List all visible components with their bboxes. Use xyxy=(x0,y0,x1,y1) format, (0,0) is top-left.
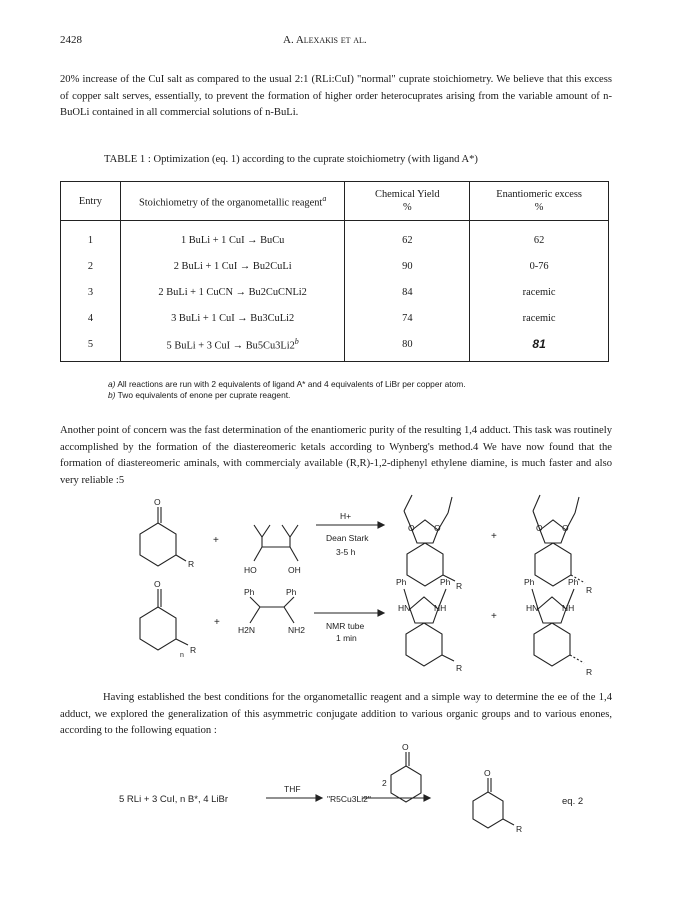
r-group-ketal-1: R xyxy=(456,581,463,591)
plus-4: + xyxy=(491,611,497,622)
r-group-1: R xyxy=(188,559,195,569)
cell-reagent: 2 BuLi + 1 CuCN → Bu2CuCNLi2 xyxy=(120,279,345,305)
cell-entry: 1 xyxy=(61,221,121,254)
cell-ee: racemic xyxy=(470,279,609,305)
r-group-aminal-2: R xyxy=(586,667,593,677)
cell-yield: 84 xyxy=(345,279,470,305)
table-row xyxy=(61,221,609,254)
header-ee: Enantiomeric excess % xyxy=(470,182,609,221)
enone-equivalents: 2 xyxy=(382,778,387,788)
ketal-o-left: O xyxy=(408,523,415,533)
plus-1: + xyxy=(213,535,219,546)
ph-aminal1-right: Ph xyxy=(440,577,451,587)
time-label-1: 3-5 h xyxy=(336,547,356,557)
enone-o: O xyxy=(402,742,409,752)
paragraph-generalization: Having established the best conditions for the organometallic reagent and a simple way to determine the ee of the 1,4 adduct, we explored the generalization of this asymmetric conjugate addition to various organic groups and to various enones, according to the following equation : xyxy=(60,692,612,736)
header-entry: Entry xyxy=(61,182,121,221)
cyclohexanone-1 xyxy=(140,507,186,566)
aminal1-hn: HN xyxy=(398,603,411,613)
footnote-a: a) All reactions are run with 2 equivalents of ligand A* and 4 equivalents of LiBr per copper atom. xyxy=(108,379,466,389)
cell-ee: 81 xyxy=(470,331,609,362)
cell-yield: 80 xyxy=(345,331,470,362)
aminal2-nh: NH xyxy=(562,603,575,613)
plus-2: + xyxy=(491,531,497,542)
intro-paragraph: 20% increase of the CuI salt as compared to the usual 2:1 (RLi:CuI) "normal" cuprate stoichiometry. We believe that this excess of copper salt serves, essentially, to prevent the formation of higher order heterocuprates arising from the variable amount of n-BuOLi contained in all commercial solutions of n-BuLi. xyxy=(60,74,612,118)
table-header-row xyxy=(61,182,609,221)
cell-ee: racemic xyxy=(470,305,609,331)
cuprate-intermediate: "R5Cu3Li2" xyxy=(327,794,371,804)
carbonyl-o-1: O xyxy=(154,497,161,507)
page-number: 2428 xyxy=(60,34,82,46)
dean-stark-label: Dean Stark xyxy=(326,533,369,543)
cell-entry: 3 xyxy=(61,279,121,305)
r-group-2: R xyxy=(190,645,197,655)
nmr-tube-label: NMR tube xyxy=(326,621,365,631)
table-row xyxy=(61,305,609,331)
ph-aminal2-right: Ph xyxy=(568,577,579,587)
plus-3: + xyxy=(214,617,220,628)
footnote-b: b) Two equivalents of enone per cuprate reagent. xyxy=(108,390,291,400)
diamine-ligand xyxy=(250,597,294,623)
cell-ee: 0-76 xyxy=(470,253,609,279)
cell-yield: 74 xyxy=(345,305,470,331)
reaction-scheme xyxy=(0,485,676,685)
aminal-product-2 xyxy=(532,589,584,666)
cell-yield: 62 xyxy=(345,221,470,254)
carbonyl-o-2: O xyxy=(154,579,161,589)
table-caption: TABLE 1 : Optimization (eq. 1) according to the cuprate stoichiometry (with ligand A*) xyxy=(104,154,478,165)
cell-yield: 90 xyxy=(345,253,470,279)
table-row xyxy=(61,331,609,362)
cell-reagent: 1 BuLi + 1 CuI → BuCu xyxy=(120,221,345,254)
ph-aminal2-left: Ph xyxy=(524,577,535,587)
diamine-h2n: H2N xyxy=(238,625,256,635)
solvent-thf: THF xyxy=(284,784,301,794)
ring-n-2: n xyxy=(180,652,184,659)
ketal2-o-left: O xyxy=(536,523,543,533)
results-table xyxy=(60,181,609,362)
cell-reagent: 3 BuLi + 1 CuI → Bu3CuLi2 xyxy=(120,305,345,331)
table-row xyxy=(61,279,609,305)
equation-2 xyxy=(0,742,676,838)
paragraph-aminal: Another point of concern was the fast determination of the enantiomeric purity of the resulting 1,4 adduct. This task was routinely accomplished by the formation of the diastereomeric ketals according to Wynberg's method.4 We have now found that the formation of diastereomeric aminals, with commercialy available (R,R)-1,2-diphenyl ethylene diamine, is much faster and also very reliable :5 xyxy=(60,425,612,486)
product-o: O xyxy=(484,768,491,778)
ph-left-diamine: Ph xyxy=(244,587,255,597)
r-group-ketal-2: R xyxy=(586,585,593,595)
aminal-product-1 xyxy=(404,589,454,666)
cyclohexanone-2 xyxy=(140,589,188,650)
ketal-product-2 xyxy=(533,495,585,586)
cell-entry: 2 xyxy=(61,253,121,279)
ketal-o-right: O xyxy=(434,523,441,533)
ketal-product-1 xyxy=(404,495,455,586)
diol-oh: OH xyxy=(288,565,301,575)
running-title: A. Alexakis et al. xyxy=(283,34,367,46)
diamine-nh2: NH2 xyxy=(288,625,306,635)
table-row xyxy=(61,253,609,279)
diol-ho: HO xyxy=(244,565,257,575)
equation-lhs: 5 RLi + 3 CuI, n B*, 4 LiBr xyxy=(119,794,229,805)
r-group-aminal-1: R xyxy=(456,663,463,673)
ph-right-diamine: Ph xyxy=(286,587,297,597)
aminal2-hn: HN xyxy=(526,603,539,613)
cell-ee: 62 xyxy=(470,221,609,254)
diol-ligand xyxy=(254,525,298,561)
cell-reagent: 5 BuLi + 3 CuI → $Bu5Cu3Li2^b$ xyxy=(120,331,345,362)
cell-entry: 5 xyxy=(61,331,121,362)
product-r: R xyxy=(516,824,523,834)
header-stoichiometry: Stoichiometry of the organometallic reagent$^a$ xyxy=(120,182,345,221)
cell-reagent: 2 BuLi + 1 CuI → Bu2CuLi xyxy=(120,253,345,279)
header-yield: Chemical Yield % xyxy=(345,182,470,221)
acid-catalyst: H+ xyxy=(340,511,352,521)
ketal2-o-right: O xyxy=(562,523,569,533)
equation-label: eq. 2 xyxy=(562,796,584,807)
cell-entry: 4 xyxy=(61,305,121,331)
aminal1-nh: NH xyxy=(434,603,447,613)
time-label-2: 1 min xyxy=(336,633,357,643)
ph-aminal1-left: Ph xyxy=(396,577,407,587)
